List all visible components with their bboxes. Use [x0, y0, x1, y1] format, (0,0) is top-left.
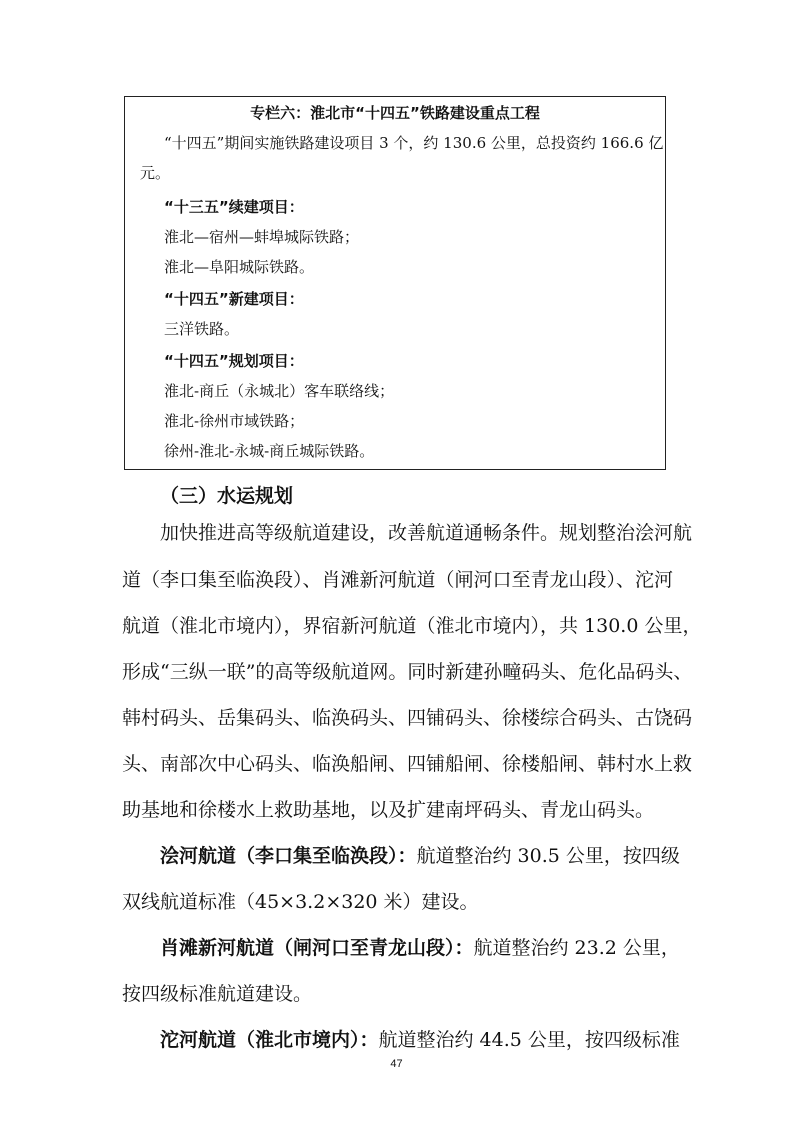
paragraph-line: 韩村码头、岳集码头、临涣码头、四铺码头、徐楼综合码头、古饶码 [122, 707, 693, 729]
paragraph-line: 形成“三纵一联”的高等级航道网。同时新建孙疃码头、危化品码头、 [122, 661, 693, 683]
box-item: 淮北-商丘（永城北）客车联络线； [164, 382, 395, 400]
paragraph-lead: 肖滩新河航道（闸河口至青龙山段）： [160, 937, 474, 959]
paragraph-lead: 沱河航道（淮北市境内）： [160, 1029, 379, 1051]
box-title: 专栏六：淮北市“十四五”铁路建设重点工程 [250, 104, 540, 122]
box-intro-line2: 元。 [140, 164, 171, 182]
paragraph-lead: 浍河航道（李口集至临涣段）： [160, 845, 417, 867]
paragraph-line: 加快推进高等级航道建设，改善航道通畅条件。规划整治浍河航 [160, 522, 693, 544]
paragraph-line: 双线航道标准（45×3.2×320 米）建设。 [122, 891, 479, 913]
box-item: 三洋铁路。 [164, 320, 240, 338]
box-intro-line1: “十四五”期间实施铁路建设项目 3 个，约 130.6 公里，总投资约 166.6 亿 [164, 134, 664, 152]
paragraph-text: 航道整治约 23.2 公里， [473, 937, 680, 959]
box-item: 徐州-淮北-永城-商丘城际铁路。 [164, 442, 375, 460]
paragraph-text: 航道整治约 30.5 公里，按四级 [416, 845, 680, 867]
paragraph-line: 道（李口集至临涣段）、肖滩新河航道（闸河口至青龙山段）、沱河 [122, 569, 674, 591]
page-number: 47 [390, 1058, 403, 1070]
paragraph-line: 航道（淮北市境内），界宿新河航道（淮北市境内），共 130.0 公里， [122, 615, 702, 637]
paragraph-line: 助基地和徐楼水上救助基地，以及扩建南坪码头、青龙山码头。 [122, 799, 655, 821]
box-subheading-continuing: “十三五”续建项目： [164, 198, 304, 216]
box-subheading-planned: “十四五”规划项目： [164, 352, 304, 370]
paragraph-line: 头、南部次中心码头、临涣船闸、四铺船闸、徐楼船闸、韩村水上救 [122, 753, 693, 775]
box-subheading-new: “十四五”新建项目： [164, 290, 304, 308]
paragraph-xiaotan [160, 935, 680, 961]
box-item: 淮北—阜阳城际铁路。 [164, 258, 315, 276]
box-item: 淮北-徐州市域铁路； [164, 412, 305, 430]
paragraph-huihe [160, 843, 680, 869]
paragraph-line: 按四级标准航道建设。 [122, 983, 313, 1005]
paragraph-text: 航道整治约 44.5 公里，按四级标准 [378, 1029, 680, 1051]
railway-projects-box [124, 96, 666, 470]
box-item: 淮北—宿州—蚌埠城际铁路； [164, 228, 360, 246]
section-heading: （三）水运规划 [160, 485, 294, 507]
paragraph-tuohe [160, 1027, 680, 1053]
